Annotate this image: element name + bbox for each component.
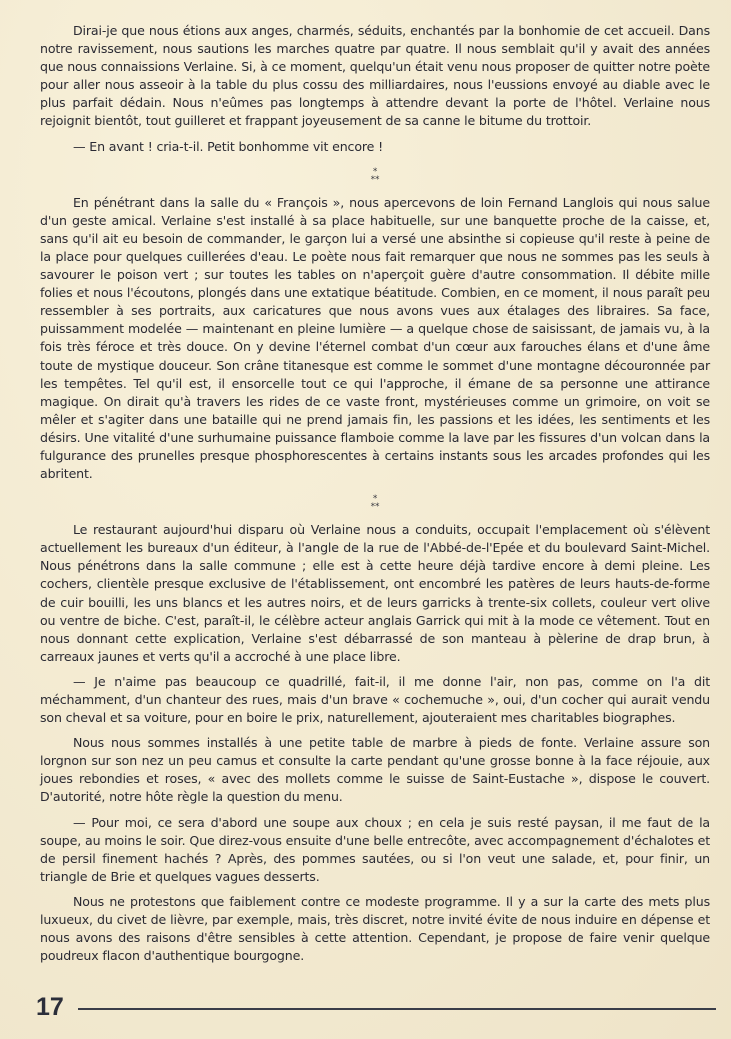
asterism-top: * [372, 494, 378, 505]
paragraph: Nous nous sommes installés à une petite table de marbre à pieds de fonte. Verlaine assure son lorgnon sur son nez un peu camus et consulte la carte pendant qu'une grosse bonne à la face réjouie, aux joues rebondies et roses, « avec des mollets comme le suisse de Saint-Eustache », dispose le couvert. D'autorité, notre hôte règle la question du menu. [40, 735, 710, 805]
section-separator [40, 168, 710, 184]
page-number: 17 [36, 992, 64, 1021]
asterism-bottom: ** [370, 502, 380, 513]
page-body [40, 22, 710, 965]
asterism-top: * [372, 166, 378, 177]
asterism-bottom: ** [370, 174, 380, 185]
paragraph: — Pour moi, ce sera d'abord une soupe aux choux ; en cela je suis resté paysan, il me faut de la soupe, au moins le soir. Que direz-vous ensuite d'une belle entrecôte, avec accompagnement d'échalotes et de persil finement hachés ? Après, des pommes sautées, ou si l'on veut une salade, et, pour finir, un triangle de Brie et quelques vagues desserts. [40, 814, 710, 884]
paragraph: Le restaurant aujourd'hui disparu où Verlaine nous a conduits, occupait l'emplacement où s'élèvent actuellement les bureaux d'un éditeur, à l'angle de la rue de l'Abbé-de-l'Epée et du boulevard Saint-Michel. Nous pénétrons dans la salle commune ; elle est à cette heure déjà tardive encore à demi pleine. Les cochers, clientèle presque exclusive de l'établissement, ont encombré les patères de leurs hauts-de-forme de cuir bouilli, les uns blancs et les autres noirs, et de leurs garricks à trente-six collets, couleur vert olive ou ventre de biche. C'est, paraît-il, le célèbre acteur anglais Garrick qui mit à la mode ce vêtement. Tout en nous donnant cette explication, Verlaine s'est débarrassé de son manteau à pèlerine de drap brun, à carreaux jaunes et verts qu'il a accroché à une place libre. [40, 522, 710, 664]
paragraph: — En avant ! cria-t-il. Petit bonhomme vit encore ! [73, 138, 383, 154]
paragraph: En pénétrant dans la salle du « François », nous apercevons de loin Fernand Langlois qui nous salue d'un geste amical. Verlaine s'est installé à sa place habituelle, sur une banquette proche de la caisse, et, sans qu'il ait eu besoin de commander, le garçon lui a versé une absinthe si copieuse qu'il reste à peine de la place pour quelques cuillerées d'eau. Le poète nous fait remarquer que nous ne sommes pas les seuls à savourer le poison vert ; sur toutes les tables on n'aperçoit guère d'autre consommation. Il débite mille folies et nous l'écoutons, plongés dans une extatique béatitude. Combien, en ce moment, il nous paraît peu ressembler à ses portraits, aux caricatures que nous avons vues aux étalages des libraires. Sa face, puissamment modelée — maintenant en pleine lumière — a quelque chose de saisissant, de jamais vu, à la fois très féroce et très douce. On y devine l'éternel combat d'un cœur aux farouches élans et d'une âme toute de mystique douceur. Son crâne titanesque est comme le sommet d'une montagne découronnée par les tempêtes. Tel qu'il est, il ensorcelle tout ce qui l'approche, il émane de sa personne une attirance magique. On dirait qu'à travers les rides de ce vaste front, mystérieuses comme un grimoire, on voit se mêler et s'agiter dans une bataille qui ne prend jamais fin, les passions et les idées, les sentiments et les désirs. Une vitalité d'une surhumaine puissance flamboie comme la lave par les fissures d'un volcan dans la fulgurance des prunelles presque phosphorescentes à certains instants sous les arcades profondes qui les abritent. [40, 194, 710, 482]
footer-rule [78, 1008, 716, 1010]
paragraph: — Je n'aime pas beaucoup ce quadrillé, fait-il, il me donne l'air, non pas, comme on l'a dit méchamment, d'un chanteur des rues, mais d'un brave « cochemuche », oui, d'un cocher qui aurait vendu son cheval et sa voiture, pour en boire le prix, naturellement, ajouteraient mes charitables biographes. [40, 673, 710, 726]
paragraph: Nous ne protestons que faiblement contre ce modeste programme. Il y a sur la carte des mets plus luxueux, du civet de lièvre, par exemple, mais, très discret, notre invité évite de nous induire en dépense et nous avons des raisons d'être sensibles à cette attention. Cependant, je propose de faire venir quelque poudreux flacon d'authentique bourgogne. [40, 893, 710, 964]
paragraph: Dirai-je que nous étions aux anges, charmés, séduits, enchantés par la bonhomie de cet accueil. Dans notre ravissement, nous sautions les marches quatre par quatre. Il nous semblait qu'il y avait des années que nous connaissions Verlaine. Si, à ce moment, quelqu'un était venu nous proposer de quitter notre poète pour aller nous asseoir à la table du plus cossu des milliardaires, nous l'eussions envoyé au diable avec le plus parfait dédain. Nous n'eûmes pas longtemps à attendre devant la porte de l'hôtel. Verlaine nous rejoignit bientôt, tout guilleret et frappant joyeusement de sa canne le bitume du trottoir. [40, 23, 710, 129]
page-footer [36, 992, 716, 1022]
section-separator [40, 495, 710, 511]
